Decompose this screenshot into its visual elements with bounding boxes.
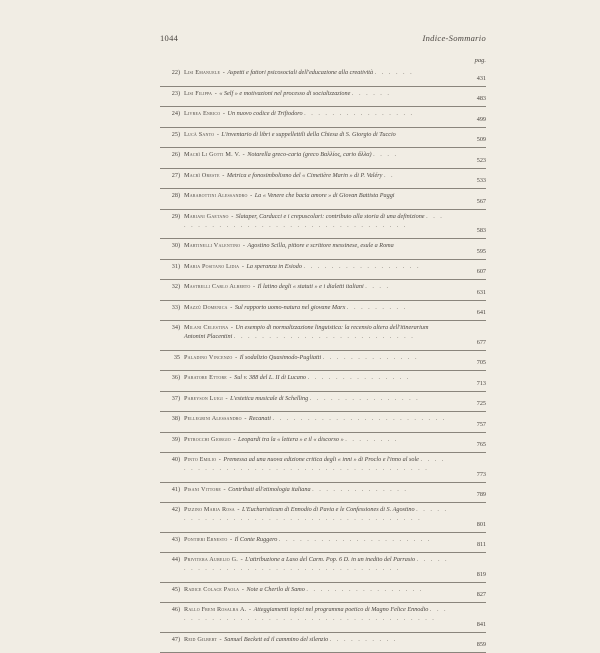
toc-entry bbox=[160, 412, 486, 433]
entry-text: Pellegrini Alessandro - Recanati . . . . . . . . . . . . . . . . . . . . . . . . . bbox=[184, 414, 450, 423]
entry-page-number: 483 bbox=[452, 94, 486, 103]
toc-entry bbox=[160, 351, 486, 372]
entry-page-number: 641 bbox=[452, 308, 486, 317]
dot-leader: . . . . . . . . . . . . . . . . . bbox=[304, 263, 421, 270]
entry-author: Pareyson Luigi bbox=[184, 395, 223, 402]
toc-entry bbox=[160, 210, 486, 240]
entry-number: 45) bbox=[160, 585, 180, 594]
entry-title: Notarella greco-caria (greco Βαλλίος, cario ἄλλα) bbox=[247, 151, 371, 158]
entry-page-number: 773 bbox=[452, 470, 486, 479]
entry-title: « Self » e motivazioni nel processo di socializzazione bbox=[219, 90, 350, 97]
toc-entry bbox=[160, 87, 486, 108]
entry-page-number: 841 bbox=[452, 620, 486, 629]
toc-entry bbox=[160, 107, 486, 128]
entry-author: Pizzino Maria Rosa bbox=[184, 506, 235, 513]
entry-page-number: 757 bbox=[452, 420, 486, 429]
entry-author: Macrì Oreste bbox=[184, 172, 220, 179]
entry-number: 23) bbox=[160, 89, 180, 98]
entry-title: Un esempio di normalizzazione linguistica: la recensio altera dell'itinerarium Antonini Placentini bbox=[184, 324, 428, 340]
dot-leader: . . bbox=[384, 172, 395, 179]
dot-leader: . . . . . . bbox=[352, 90, 391, 97]
entry-number: 47) bbox=[160, 635, 180, 644]
entry-text: Marabottini Alessandro - La « Venere che bacia amore » di Giovan Battista Paggi bbox=[184, 191, 450, 200]
dot-leader: . . . . . . . . . . . . . . . . . . . . . . . . . . . . . . . . . . . . bbox=[184, 556, 449, 572]
dot-leader: . . . . . . bbox=[375, 69, 414, 76]
page-number: 1044 bbox=[160, 33, 178, 43]
toc-entry bbox=[160, 633, 486, 653]
entry-title: Contributi all'etimologia italiana bbox=[228, 486, 310, 493]
entry-text: Paladino Vincenzo - Il sodalizio Quasimodo-Pugliatti . . . . . . . . . . . . . . bbox=[184, 353, 450, 362]
entry-number: 27) bbox=[160, 171, 180, 180]
toc-entry bbox=[160, 66, 486, 87]
entry-text: Pizzino Maria Rosa - L'Eucharisticum di Ennodio di Pavia e le Confessiones di S. Agostino . . . . . . . . . . . . . . . . . . . . . . . . . . . . . . . . . . . . . . . bbox=[184, 505, 450, 523]
entry-title: Il Conte Ruggero bbox=[235, 536, 278, 543]
dot-leader: . . . . bbox=[373, 151, 398, 158]
entry-title: Premessa ad una nuova edizione critica degli « inni » di Proclo e l'inno al sole bbox=[223, 456, 419, 463]
entry-number: 43) bbox=[160, 535, 180, 544]
entry-text: Petrocchi Giorgio - Leopardi tra la « lettera » e il « discorso » . . . . . . . . bbox=[184, 435, 450, 444]
table-of-contents bbox=[160, 66, 486, 653]
entry-title: L'attribuzione a Laso del Carm. Pop. 6 D. in un inedito del Parrasio bbox=[245, 556, 415, 563]
entry-page-number: 801 bbox=[452, 520, 486, 529]
entry-text: Rallo Freni Rosalba A. - Atteggiamenti topici nel programma poetico di Magno Felice Ennodio . . . . . . . . . . . . . . . . . . . . . . . . . . . . . . . . . . . . . . . bbox=[184, 605, 450, 623]
toc-entry bbox=[160, 301, 486, 322]
entry-title: Slataper, Carducci e i crepuscolari: contributo alla storia di una definizione bbox=[236, 213, 425, 220]
page-header bbox=[160, 33, 486, 45]
dot-leader: . . . . . . . . . . . . . . . . . bbox=[306, 586, 423, 593]
entry-title: Leopardi tra la « lettera » e il « discorso » bbox=[238, 436, 344, 443]
entry-number: 46) bbox=[160, 605, 180, 614]
entry-number: 35 bbox=[160, 353, 180, 362]
entry-number: 30) bbox=[160, 241, 180, 250]
entry-text: Milani Celestina - Un esempio di normalizzazione linguistica: la recensio altera dell'itinerarium Antonini Placentini . . . . . . . . . . . . . . . . . . . . . . . . . . bbox=[184, 323, 450, 341]
entry-text: Lucà Santo - L'inventario di libri e suppellettili della Chiesa di S. Giorgio di Tuccio bbox=[184, 130, 450, 139]
entry-text: Pinto Emilio - Premessa ad una nuova edizione critica degli « inni » di Proclo e l'inno al sole . . . . . . . . . . . . . . . . . . . . . . . . . . . . . . . . . . . . . . . bbox=[184, 455, 450, 473]
entry-title: Sul v. 388 del L. II di Lucano bbox=[234, 374, 306, 381]
entry-number: 33) bbox=[160, 303, 180, 312]
dot-leader: . . . . . . . . . . . . . . bbox=[323, 354, 419, 361]
dot-leader: . . . . . . . . . . . . . . . . bbox=[310, 395, 420, 402]
entry-author: Pisani Vittore bbox=[184, 486, 221, 493]
dot-leader: . . . . . . . . . . . . . . . . . . . . . . . . . . . . . . . . . . . . . . . bbox=[184, 606, 448, 622]
entry-author: Lisi Emanuele bbox=[184, 69, 220, 76]
entry-author: Mazzù Domenica bbox=[184, 304, 228, 311]
entry-title: Il sodalizio Quasimodo-Pugliatti bbox=[240, 354, 321, 361]
dot-leader: . . . . . . . . . . . . . . . . . . . . . . . . . . . . . . . . . . . . . . . bbox=[184, 456, 445, 472]
entry-text: Radice Colace Paola - Note a Cherilo di Samo . . . . . . . . . . . . . . . . . bbox=[184, 585, 450, 594]
entry-title: L'inventario di libri e suppellettili della Chiesa di S. Giorgio di Tuccio bbox=[221, 131, 395, 138]
toc-entry bbox=[160, 128, 486, 149]
toc-entry bbox=[160, 260, 486, 281]
entry-page-number: 523 bbox=[452, 156, 486, 165]
entry-author: Macrì Li Gotti M. V. bbox=[184, 151, 240, 158]
entry-author: Rallo Freni Rosalba A. bbox=[184, 606, 246, 613]
entry-author: Maria Positano Lidia bbox=[184, 263, 239, 270]
toc-entry bbox=[160, 280, 486, 301]
entry-author: Milani Celestina bbox=[184, 324, 228, 331]
toc-entry bbox=[160, 533, 486, 554]
entry-title: La « Venere che bacia amore » di Giovan Battista Paggi bbox=[255, 192, 395, 199]
toc-entry bbox=[160, 321, 486, 351]
entry-title: Aspetti e fattori psicosociali dell'educazione alla creatività bbox=[227, 69, 373, 76]
entry-author: Martinelli Valentino bbox=[184, 242, 240, 249]
entry-page-number: 811 bbox=[452, 540, 486, 549]
toc-entry bbox=[160, 148, 486, 169]
entry-page-number: 583 bbox=[452, 226, 486, 235]
toc-entry bbox=[160, 553, 486, 583]
dot-leader: . . . . . . . . . . . . . . . . . . . . . . . . . bbox=[272, 415, 446, 422]
running-title: Indice-Sommario bbox=[422, 33, 486, 43]
dot-leader: . . . . . . . . . . . . . . . bbox=[308, 374, 411, 381]
entry-author: Privitera Aurelio G. bbox=[184, 556, 238, 563]
entry-text: Mazzù Domenica - Sul rapporto uomo-natura nel giovane Marx . . . . . . . . . bbox=[184, 303, 450, 312]
entry-title: Note a Cherilo di Samo bbox=[246, 586, 304, 593]
entry-number: 39) bbox=[160, 435, 180, 444]
entry-number: 34) bbox=[160, 323, 180, 332]
dot-leader: . . . . . . . . . bbox=[347, 304, 407, 311]
entry-title: Il latino degli « statuti » e i dialetti italiani bbox=[258, 283, 364, 290]
entry-number: 28) bbox=[160, 191, 180, 200]
entry-number: 29) bbox=[160, 212, 180, 221]
dot-leader: . . . . . . . . . . . . . . . . . . . . . . . . . . bbox=[234, 333, 415, 340]
dot-leader: . . . . . . . . . . bbox=[330, 636, 397, 643]
entry-number: 37) bbox=[160, 394, 180, 403]
toc-entry bbox=[160, 433, 486, 454]
entry-page-number: 713 bbox=[452, 379, 486, 388]
entry-page-number: 509 bbox=[452, 135, 486, 144]
entry-number: 26) bbox=[160, 150, 180, 159]
entry-number: 42) bbox=[160, 505, 180, 514]
entry-author: Reid Gilbert bbox=[184, 636, 217, 643]
toc-entry bbox=[160, 189, 486, 210]
entry-number: 24) bbox=[160, 109, 180, 118]
entry-page-number: 725 bbox=[452, 399, 486, 408]
dot-leader: . . . . bbox=[365, 283, 390, 290]
entry-author: Petrocchi Giorgio bbox=[184, 436, 231, 443]
entry-author: Paladino Vincenzo bbox=[184, 354, 233, 361]
entry-text: Lisi Emanuele - Aspetti e fattori psicosociali dell'educazione alla creatività . . . . . . bbox=[184, 68, 450, 77]
entry-author: Paratore Ettore bbox=[184, 374, 227, 381]
entry-text: Lisi Filippa - « Self » e motivazioni nel processo di socializzazione . . . . . . bbox=[184, 89, 450, 98]
dot-leader: . . . . . . . . . . . . . . . . . . . . . . . . . . . . . . . . . . . . . . . bbox=[184, 506, 448, 522]
toc-entry bbox=[160, 392, 486, 413]
entry-text: Paratore Ettore - Sul v. 388 del L. II di Lucano . . . . . . . . . . . . . . . bbox=[184, 373, 450, 382]
entry-author: Pontieri Ernesto bbox=[184, 536, 227, 543]
toc-entry bbox=[160, 453, 486, 483]
entry-page-number: 631 bbox=[452, 288, 486, 297]
entry-text: Livrea Enrico - Un nuovo codice di Trifiodoro . . . . . . . . . . . . . . . . bbox=[184, 109, 450, 118]
dot-leader: . . . . . . . . . . . . . . . . . . . . . . bbox=[279, 536, 432, 543]
toc-entry bbox=[160, 169, 486, 190]
entry-author: Pellegrini Alessandro bbox=[184, 415, 242, 422]
entry-page-number: 827 bbox=[452, 590, 486, 599]
entry-page-number: 765 bbox=[452, 440, 486, 449]
entry-title: Atteggiamenti topici nel programma poetico di Magno Felice Ennodio bbox=[254, 606, 429, 613]
entry-text: Martinelli Valentino - Agostino Scilla, pittore e scrittore messinese, esule a Roma bbox=[184, 241, 450, 250]
entry-title: Un nuovo codice di Trifiodoro bbox=[228, 110, 303, 117]
entry-author: Mastrelli Carlo Alberto bbox=[184, 283, 250, 290]
entry-title: L'Eucharisticum di Ennodio di Pavia e le Confessiones di S. Agostino bbox=[242, 506, 415, 513]
entry-page-number: 705 bbox=[452, 358, 486, 367]
entry-title: Samuel Beckett ed il cammino del silenzio bbox=[224, 636, 328, 643]
entry-page-number: 789 bbox=[452, 490, 486, 499]
entry-author: Pinto Emilio bbox=[184, 456, 216, 463]
entry-page-number: 499 bbox=[452, 115, 486, 124]
entry-page-number: 677 bbox=[452, 338, 486, 347]
entry-text: Macrì Oreste - Metrica e fonosimbolismo del « Cimetière Marin » di P. Valéry . . bbox=[184, 171, 450, 180]
entry-number: 40) bbox=[160, 455, 180, 464]
entry-number: 32) bbox=[160, 282, 180, 291]
toc-entry bbox=[160, 483, 486, 504]
dot-leader: . . . . . . . . . . . . . . . . bbox=[304, 110, 414, 117]
entry-number: 38) bbox=[160, 414, 180, 423]
entry-number: 36) bbox=[160, 373, 180, 382]
page-column-label: pag. bbox=[452, 57, 486, 64]
entry-page-number: 859 bbox=[452, 640, 486, 649]
entry-author: Lucà Santo bbox=[184, 131, 214, 138]
entry-text: Pontieri Ernesto - Il Conte Ruggero . . . . . . . . . . . . . . . . . . . . . . bbox=[184, 535, 450, 544]
entry-text: Pareyson Luigi - L'estetica musicale di Schelling . . . . . . . . . . . . . . . . bbox=[184, 394, 450, 403]
entry-page-number: 567 bbox=[452, 197, 486, 206]
entry-number: 44) bbox=[160, 555, 180, 564]
dot-leader: . . . . . . . . . . . . . . bbox=[312, 486, 408, 493]
entry-title: Agostino Scilla, pittore e scrittore messinese, esule a Roma bbox=[247, 242, 393, 249]
entry-title: La speranza in Esiodo bbox=[246, 263, 302, 270]
entry-text: Privitera Aurelio G. - L'attribuzione a Laso del Carm. Pop. 6 D. in un inedito del Parrasio . . . . . . . . . . . . . . . . . . . . . . . . . . . . . . . . . . . . bbox=[184, 555, 450, 573]
entry-number: 22) bbox=[160, 68, 180, 77]
entry-text: Pisani Vittore - Contributi all'etimologia italiana . . . . . . . . . . . . . . bbox=[184, 485, 450, 494]
entry-author: Radice Colace Paola bbox=[184, 586, 239, 593]
entry-title: Metrica e fonosimbolismo del « Cimetière Marin » di P. Valéry bbox=[227, 172, 383, 179]
toc-entry bbox=[160, 239, 486, 260]
entry-text: Macrì Li Gotti M. V. - Notarella greco-caria (greco Βαλλίος, cario ἄλλα) . . . . bbox=[184, 150, 450, 159]
entry-author: Lisi Filippa bbox=[184, 90, 212, 97]
entry-page-number: 595 bbox=[452, 247, 486, 256]
entry-text: Mastrelli Carlo Alberto - Il latino degli « statuti » e i dialetti italiani . . . . bbox=[184, 282, 450, 291]
entry-number: 25) bbox=[160, 130, 180, 139]
entry-page-number: 819 bbox=[452, 570, 486, 579]
entry-title: Recanati bbox=[249, 415, 271, 422]
entry-title: Sul rapporto uomo-natura nel giovane Marx bbox=[235, 304, 346, 311]
entry-author: Mariani Gaetano bbox=[184, 213, 229, 220]
entry-page-number: 431 bbox=[452, 74, 486, 83]
entry-page-number: 533 bbox=[452, 176, 486, 185]
entry-number: 41) bbox=[160, 485, 180, 494]
entry-text: Mariani Gaetano - Slataper, Carducci e i crepuscolari: contributo alla storia di una definizione . . . . . . . . . . . . . . . . . . . . . . . . . . . . . . . . . . . bbox=[184, 212, 450, 230]
toc-entry bbox=[160, 503, 486, 533]
entry-page-number: 607 bbox=[452, 267, 486, 276]
entry-text: Maria Positano Lidia - La speranza in Esiodo . . . . . . . . . . . . . . . . . bbox=[184, 262, 450, 271]
entry-title: L'estetica musicale di Schelling bbox=[230, 395, 308, 402]
toc-entry bbox=[160, 371, 486, 392]
dot-leader: . . . . . . . . bbox=[345, 436, 398, 443]
toc-entry bbox=[160, 603, 486, 633]
entry-author: Livrea Enrico bbox=[184, 110, 220, 117]
entry-author: Marabottini Alessandro bbox=[184, 192, 248, 199]
entry-text: Reid Gilbert - Samuel Beckett ed il cammino del silenzio . . . . . . . . . . bbox=[184, 635, 450, 644]
entry-number: 31) bbox=[160, 262, 180, 271]
dot-leader: . . . . . . . . . . . . . . . . . . . . . . . . . . . . . . . . . . . bbox=[184, 213, 444, 229]
